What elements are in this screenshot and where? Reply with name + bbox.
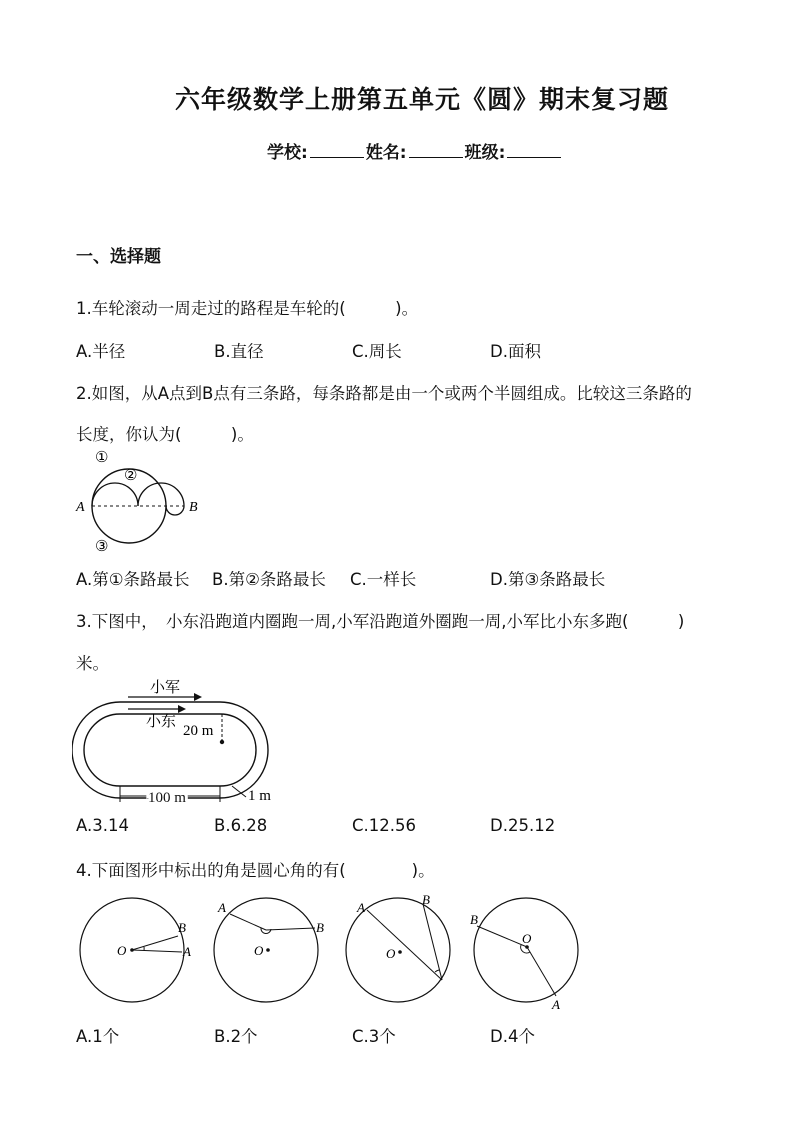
question-3-line2: 米。 (76, 654, 109, 673)
path-3-arc-left (92, 506, 166, 543)
fig3-label-b: B (422, 892, 430, 907)
q1-option-c[interactable]: C.周长 (352, 342, 402, 361)
question-2-line1: 2.如图，从A点到B点有三条路，每条路都是由一个或两个半圆组成。比较这三条路的 (76, 384, 692, 403)
q4-option-a[interactable]: A.1个 (76, 1027, 120, 1046)
outer-runner-label: 小军 (150, 680, 181, 696)
q3-option-d[interactable]: D.25.12 (490, 816, 556, 835)
circle-figure-3 (346, 892, 450, 1002)
fig2-label-a: A (218, 900, 226, 915)
student-info (267, 138, 563, 163)
question-2-line2: 长度，你认为( )。 (76, 425, 254, 444)
q3-option-b[interactable]: B.6.28 (214, 816, 268, 835)
q4-option-b[interactable]: B.2个 (214, 1027, 258, 1046)
fig1-label-a: A (183, 944, 191, 959)
q1-option-d[interactable]: D.面积 (490, 342, 541, 361)
circle-figure-1 (80, 898, 191, 1002)
question-1-text: 1.车轮滚动一周走过的路程是车轮的( )。 (76, 299, 419, 318)
label-b: B (189, 500, 198, 515)
fig2-label-b: B (316, 920, 324, 935)
outer-arrow-head (194, 693, 202, 701)
circle-figure-2 (214, 898, 324, 1002)
q2-option-c[interactable]: C.一样长 (350, 570, 417, 589)
label-circle-2: ② (124, 468, 138, 484)
q4-option-c[interactable]: C.3个 (352, 1027, 396, 1046)
label-circle-3: ③ (95, 539, 109, 555)
inner-arrow-head (178, 705, 186, 713)
q1-option-b[interactable]: B.直径 (214, 342, 264, 361)
fig4-label-b: B (470, 912, 478, 927)
question-4-text: 4.下面图形中标出的角是圆心角的有( )。 (76, 861, 435, 880)
fig1-label-b: B (178, 920, 186, 935)
path-2-arc-left (92, 483, 138, 506)
fig4-label-a: A (552, 997, 560, 1012)
inner-runner-label: 小东 (146, 714, 177, 730)
q2-option-a[interactable]: A.第①条路最长 (76, 570, 190, 589)
center-dot (220, 740, 224, 744)
running-track-figure (72, 676, 282, 808)
radius-label: 20 m (183, 723, 214, 739)
school-label: 学校: (267, 143, 308, 163)
length-label: 100 m (148, 790, 186, 806)
circle-figure-4 (470, 898, 578, 1012)
name-blank[interactable] (409, 143, 463, 158)
fig1-label-o: O (117, 943, 127, 958)
name-label: 姓名: (365, 143, 407, 163)
q2-option-d[interactable]: D.第③条路最长 (490, 570, 606, 589)
class-blank[interactable] (507, 143, 561, 158)
path-3-arc-right (166, 506, 184, 515)
q4-option-d[interactable]: D.4个 (490, 1027, 535, 1046)
question-3-line1: 3.下图中， 小东沿跑道内圈跑一周,小军沿跑道外圈跑一周,小军比小东多跑( ) (76, 612, 685, 631)
page-title: 六年级数学上册第五单元《圆》期末复习题 (174, 85, 669, 114)
label-a: A (76, 500, 85, 515)
q3-option-a[interactable]: A.3.14 (76, 816, 129, 835)
fig3-label-o: O (386, 946, 396, 961)
q1-option-a[interactable]: A.半径 (76, 342, 126, 361)
class-label: 班级: (464, 143, 506, 163)
label-circle-1: ① (95, 450, 109, 466)
semicircle-paths-figure (72, 448, 212, 558)
fig3-label-a: A (357, 900, 365, 915)
school-blank[interactable] (310, 143, 364, 158)
fig4-label-o: O (522, 931, 532, 946)
width-label: 1 m (248, 788, 271, 804)
section-heading: 一、选择题 (76, 247, 161, 267)
central-angle-figures (70, 892, 590, 1012)
q2-option-b[interactable]: B.第②条路最长 (212, 570, 326, 589)
fig2-label-o: O (254, 943, 264, 958)
q3-option-c[interactable]: C.12.56 (352, 816, 417, 835)
